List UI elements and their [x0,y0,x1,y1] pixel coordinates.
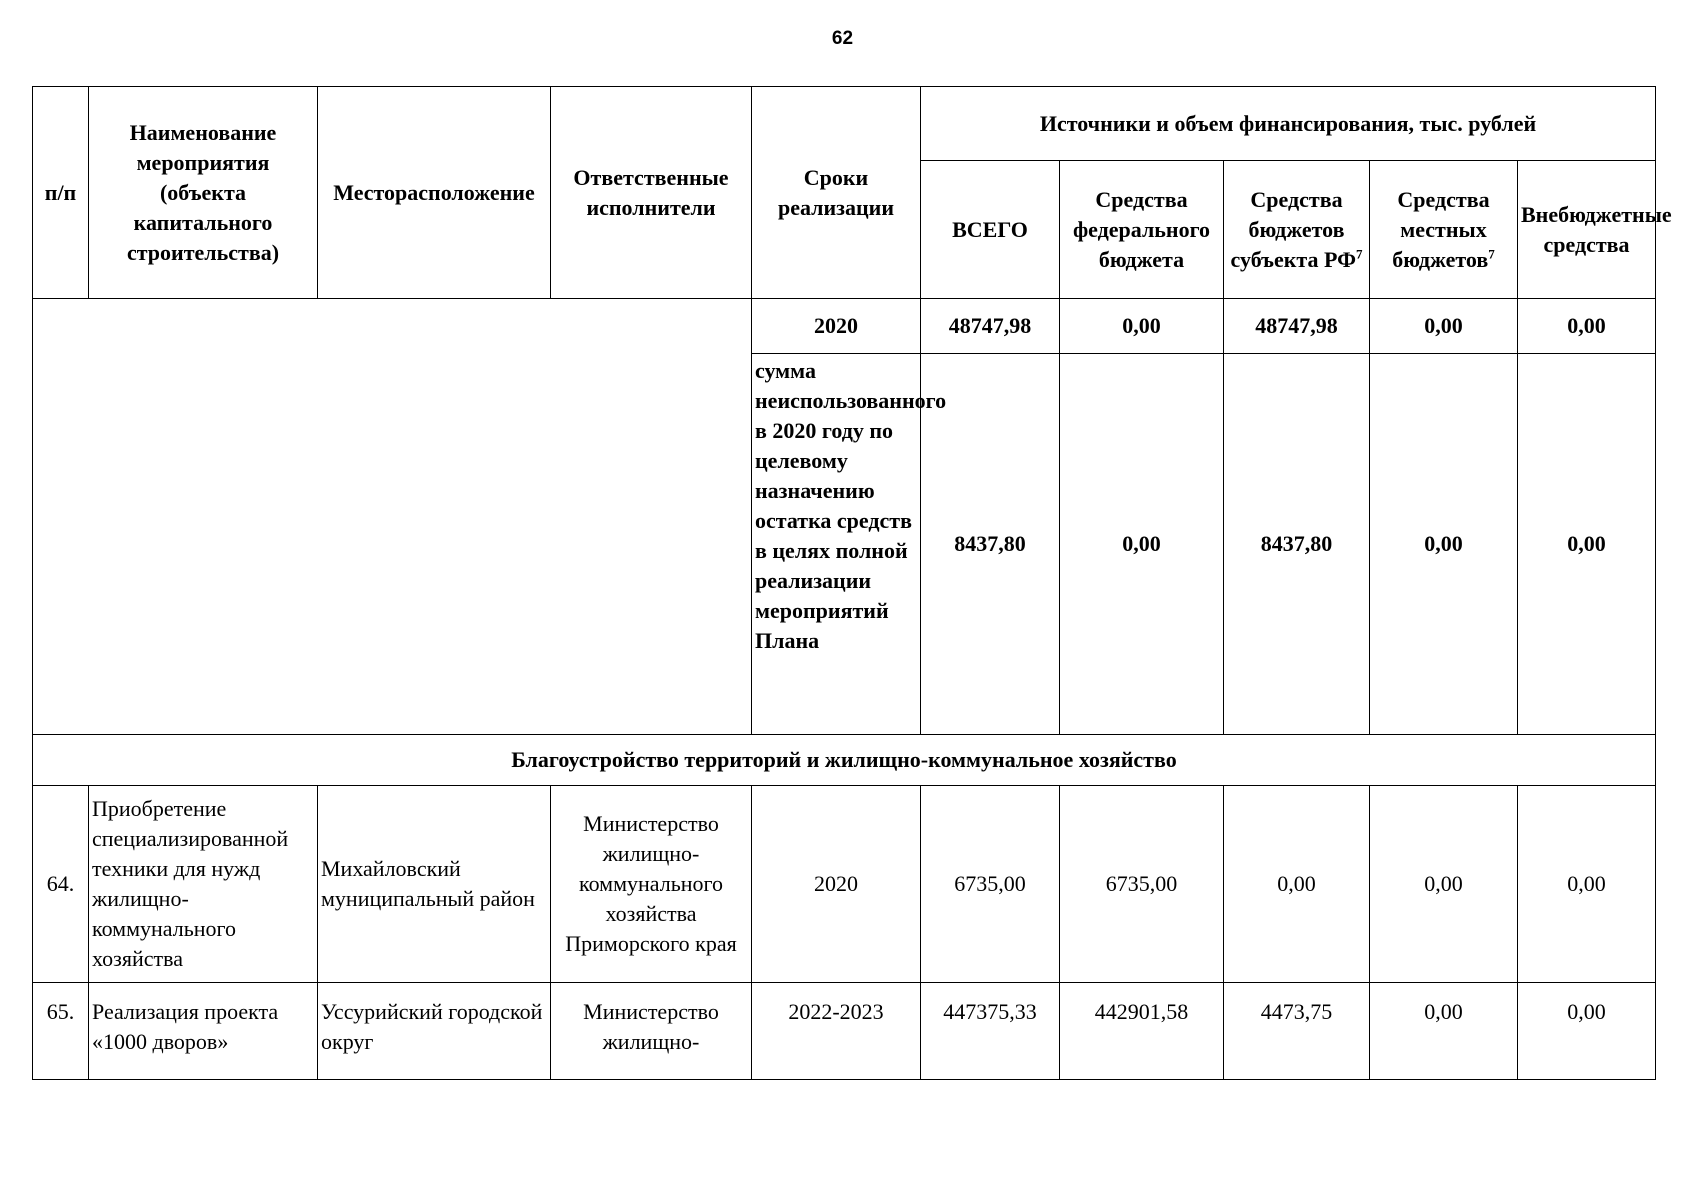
summary-total: 48747,98 [921,299,1060,354]
header-executors: Ответственные исполнители [551,87,752,299]
row-offbudget: 0,00 [1518,983,1656,1080]
row-subject: 4473,75 [1224,983,1370,1080]
row-num: 64. [33,786,89,983]
summary-term-note: сумма неиспользованного в 2020 году по целевому назначению остатка средств в целях полной реализации мероприятий Плана [752,354,921,735]
row-term: 2022-2023 [752,983,921,1080]
table-row [33,786,1656,983]
row-term: 2020 [752,786,921,983]
summary-local: 0,00 [1370,354,1518,735]
row-executor: Министерство жилищно-коммунального хозяйства Приморского края [551,786,752,983]
summary-federal: 0,00 [1060,354,1224,735]
section-row [33,735,1656,786]
header-local-label: Средства местных бюджетов [1392,186,1490,272]
row-num: 65. [33,983,89,1080]
row-local: 0,00 [1370,786,1518,983]
header-total: ВСЕГО [921,161,1060,299]
header-name: Наименование мероприятия (объекта капитального строительства) [89,87,318,299]
summary-term: 2020 [752,299,921,354]
header-local-footnote: 7 [1488,246,1495,262]
header-terms: Сроки реализации [752,87,921,299]
summary-total: 8437,80 [921,354,1060,735]
row-name: Реализация проекта «1000 дворов» [89,983,318,1080]
header-subject-label: Средства бюджетов субъекта РФ [1230,186,1356,272]
summary-offbudget: 0,00 [1518,354,1656,735]
header-subject [1224,161,1370,299]
row-federal: 6735,00 [1060,786,1224,983]
row-total: 447375,33 [921,983,1060,1080]
row-total: 6735,00 [921,786,1060,983]
row-subject: 0,00 [1224,786,1370,983]
table-row [33,983,1656,1080]
row-offbudget: 0,00 [1518,786,1656,983]
header-location: Месторасположение [318,87,551,299]
row-executor: Министерство жилищно- [551,983,752,1080]
header-offbudget: Внебюджетные средства [1518,161,1656,299]
row-federal: 442901,58 [1060,983,1224,1080]
summary-subject: 8437,80 [1224,354,1370,735]
header-sources: Источники и объем финансирования, тыс. рублей [921,87,1656,161]
row-location: Уссурийский городской округ [318,983,551,1080]
header-federal: Средства федерального бюджета [1060,161,1224,299]
header-local [1370,161,1518,299]
row-local: 0,00 [1370,983,1518,1080]
summary-subject: 48747,98 [1224,299,1370,354]
summary-local: 0,00 [1370,299,1518,354]
page-number: 62 [831,28,854,49]
summary-offbudget: 0,00 [1518,299,1656,354]
table-row [33,299,1656,354]
row-location: Михайловский муниципальный район [318,786,551,983]
row-name: Приобретение специализированной техники для нужд жилищно-коммунального хозяйства [89,786,318,983]
section-title: Благоустройство территорий и жилищно-коммунальное хозяйство [33,735,1656,786]
header-subject-footnote: 7 [1355,246,1363,262]
summary-federal: 0,00 [1060,299,1224,354]
header-num: п/п [33,87,89,299]
financing-table [32,86,1672,1080]
empty-merged-cell [33,299,752,735]
